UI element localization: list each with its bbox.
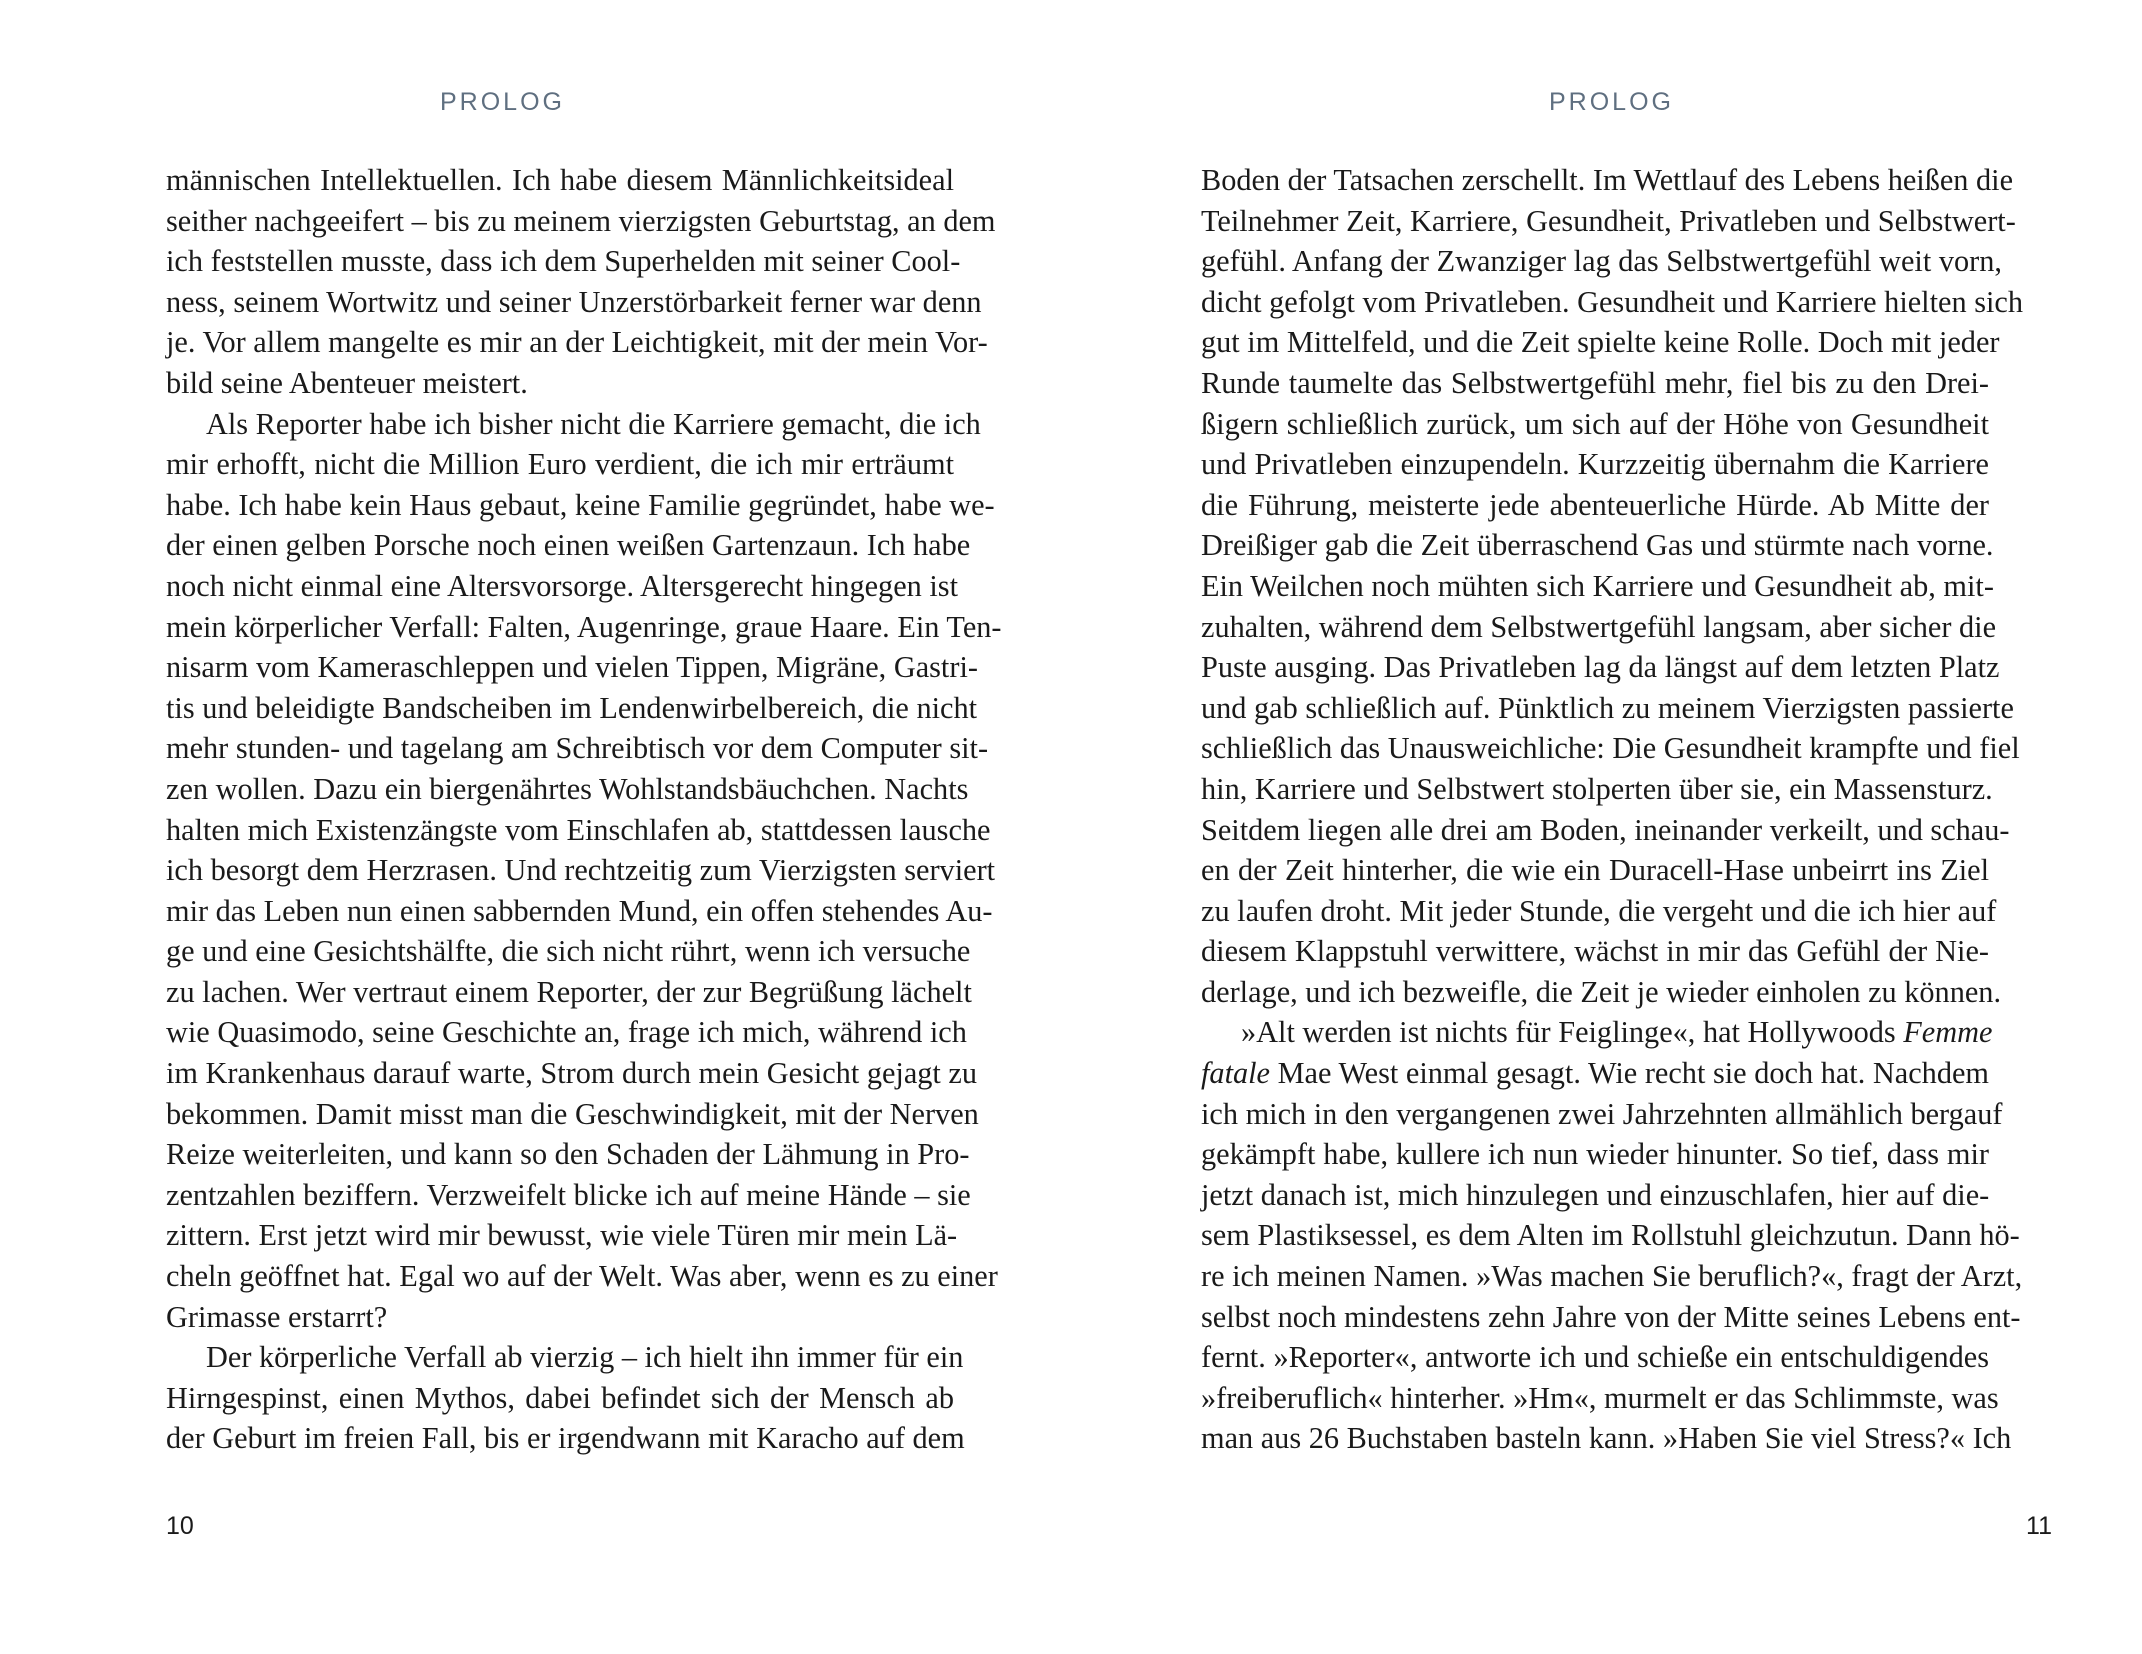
- text-line: gefühl. Anfang der Zwanziger lag das Selbstwertgefühl weit vorn,: [1201, 244, 2002, 279]
- text-line: fatale Mae West einmal gesagt. Wie recht sie doch hat. Nachdem: [1201, 1056, 1989, 1091]
- text-line: bild seine Abenteuer meistert.: [166, 365, 528, 400]
- text-line: Runde taumelte das Selbstwertgefühl mehr, fiel bis zu den Drei-: [1201, 365, 1989, 400]
- text-line: en der Zeit hinterher, die wie ein Duracell-Hase unbeirrt ins Ziel: [1201, 853, 1989, 888]
- text-line: tis und beleidigte Bandscheiben im Lendenwirbelbereich, die nicht: [166, 690, 978, 725]
- text-line: schließlich das Unausweichliche: Die Gesundheit krampfte und fiel: [1201, 731, 2020, 766]
- text-line: bekommen. Damit misst man die Geschwindigkeit, mit der Nerven: [166, 1096, 979, 1131]
- text-line: gekämpft habe, kullere ich nun wieder hinunter. So tief, dass mir: [1201, 1137, 1989, 1172]
- body-text: [1201, 160, 2023, 1459]
- text-line: sem Plastiksessel, es dem Alten im Rollstuhl gleichzutun. Dann hö-: [1201, 1218, 2020, 1253]
- text-line: mehr stunden- und tagelang am Schreibtisch vor dem Computer sit-: [166, 731, 989, 766]
- text-line: Dreißiger gab die Zeit überraschend Gas und stürmte nach vorne.: [1201, 528, 1994, 563]
- text-line: cheln geöffnet hat. Egal wo auf der Welt. Was aber, wenn es zu einer: [166, 1259, 998, 1294]
- text-line: zen wollen. Dazu ein biergenährtes Wohlstandsbäuchchen. Nachts: [166, 771, 969, 806]
- text-line: jetzt danach ist, mich hinzulegen und einzuschlafen, hier auf die-: [1201, 1177, 1990, 1212]
- text-line: männischen Intellektuellen. Ich habe diesem Männlichkeitsideal: [166, 163, 954, 197]
- text-line: Als Reporter habe ich bisher nicht die Karriere gemacht, die ich: [206, 406, 981, 441]
- text-line: der Geburt im freien Fall, bis er irgendwann mit Karacho auf dem: [166, 1421, 965, 1456]
- text-line: wie Quasimodo, seine Geschichte an, frage ich mich, während ich: [166, 1015, 967, 1050]
- right-page: [1071, 0, 2142, 1654]
- text-line: dicht gefolgt vom Privatleben. Gesundheit und Karriere hielten sich: [1201, 284, 2023, 319]
- text-line: habe. Ich habe kein Haus gebaut, keine Familie gegründet, habe we-: [166, 487, 995, 522]
- text-line: Reize weiterleiten, und kann so den Schaden der Lähmung in Pro-: [166, 1137, 970, 1172]
- text-line: ßigern schließlich zurück, um sich auf der Höhe von Gesundheit: [1201, 406, 1989, 441]
- text-line: derlage, und ich bezweifle, die Zeit je wieder einholen zu können.: [1201, 974, 2002, 1009]
- text-line: Boden der Tatsachen zerschellt. Im Wettlauf des Lebens heißen die: [1201, 163, 2014, 197]
- text-line: zu lachen. Wer vertraut einem Reporter, der zur Begrüßung lächelt: [166, 974, 972, 1009]
- text-line: mein körperlicher Verfall: Falten, Augenringe, graue Haare. Ein Ten-: [166, 609, 1002, 644]
- text-line: Grimasse erstarrt?: [166, 1299, 388, 1334]
- page-number: 10: [166, 1512, 194, 1540]
- text-line: re ich meinen Namen. »Was machen Sie beruflich?«, fragt der Arzt,: [1201, 1259, 2023, 1294]
- text-line: diesem Klappstuhl verwittere, wächst in mir das Gefühl der Nie-: [1201, 934, 1989, 969]
- text-line: die Führung, meisterte jede abenteuerliche Hürde. Ab Mitte der: [1201, 487, 1989, 522]
- text-line: der einen gelben Porsche noch einen weißen Gartenzaun. Ich habe: [166, 528, 971, 563]
- text-line: »freiberuflich« hinterher. »Hm«, murmelt er das Schlimmste, was: [1201, 1380, 1999, 1415]
- text-line: ich besorgt dem Herzrasen. Und rechtzeitig zum Vierzigsten serviert: [166, 853, 996, 888]
- text-line: Puste ausging. Das Privatleben lag da längst auf dem letzten Platz: [1201, 650, 2000, 685]
- text-line: und gab schließlich auf. Pünktlich zu meinem Vierzigsten passierte: [1201, 690, 2014, 725]
- text-line: hin, Karriere und Selbstwert stolperten über sie, ein Massensturz.: [1201, 771, 1993, 806]
- page-number: 11: [2026, 1512, 2052, 1540]
- text-line: zittern. Erst jetzt wird mir bewusst, wie viele Türen mir mein Lä-: [166, 1218, 958, 1253]
- text-line: halten mich Existenzängste vom Einschlafen ab, stattdessen lausche: [166, 812, 991, 847]
- text-line: Der körperliche Verfall ab vierzig – ich hielt ihn immer für ein: [206, 1340, 964, 1375]
- text-line: zuhalten, während dem Selbstwertgefühl langsam, aber sicher die: [1201, 609, 1997, 644]
- text-line: seither nachgeeifert – bis zu meinem vierzigsten Geburtstag, an dem: [166, 203, 996, 238]
- text-line: ich mich in den vergangenen zwei Jahrzehnten allmählich bergauf: [1201, 1096, 2003, 1131]
- text-line: »Alt werden ist nichts für Feiglinge«, hat Hollywoods Femme: [1241, 1015, 1993, 1050]
- text-line: und Privatleben einzupendeln. Kurzzeitig übernahm die Karriere: [1201, 447, 1989, 482]
- text-line: ge und eine Gesichtshälfte, die sich nicht rührt, wenn ich versuche: [166, 934, 971, 969]
- text-line: Seitdem liegen alle drei am Boden, ineinander verkeilt, und schau-: [1201, 812, 2010, 847]
- text-line: selbst noch mindestens zehn Jahre von der Mitte seines Lebens ent-: [1201, 1299, 2021, 1334]
- text-line: je. Vor allem mangelte es mir an der Leichtigkeit, mit der mein Vor-: [166, 325, 988, 360]
- text-line: nisarm vom Kameraschleppen und vielen Tippen, Migräne, Gastri-: [166, 650, 978, 685]
- text-line: zu laufen droht. Mit jeder Stunde, die vergeht und die ich hier auf: [1201, 893, 1997, 928]
- text-line: Hirngespinst, einen Mythos, dabei befindet sich der Mensch ab: [166, 1380, 954, 1415]
- text-line: fernt. »Reporter«, antworte ich und schieße ein entschuldigendes: [1201, 1340, 1989, 1375]
- text-line: Teilnehmer Zeit, Karriere, Gesundheit, Privatleben und Selbstwert-: [1201, 203, 2016, 238]
- text-line: im Krankenhaus darauf warte, Strom durch mein Gesicht gejagt zu: [166, 1056, 978, 1091]
- running-head: PROLOG: [440, 88, 565, 116]
- text-line: Ein Weilchen noch mühten sich Karriere und Gesundheit ab, mit-: [1201, 568, 1994, 603]
- body-text: [166, 160, 1002, 1459]
- text-line: mir erhofft, nicht die Million Euro verdient, die ich mir erträumt: [166, 447, 954, 482]
- text-line: man aus 26 Buchstaben basteln kann. »Haben Sie viel Stress?« Ich: [1201, 1421, 2012, 1456]
- text-line: gut im Mittelfeld, und die Zeit spielte keine Rolle. Doch mit jeder: [1201, 325, 2000, 360]
- running-head: PROLOG: [1549, 88, 1674, 116]
- text-line: ich feststellen musste, dass ich dem Superhelden mit seiner Cool-: [166, 244, 961, 279]
- text-line: ness, seinem Wortwitz und seiner Unzerstörbarkeit ferner war denn: [166, 284, 982, 319]
- text-line: zentzahlen beziffern. Verzweifelt blicke ich auf meine Hände – sie: [166, 1177, 971, 1212]
- text-line: noch nicht einmal eine Altersvorsorge. Altersgerecht hingegen ist: [166, 568, 958, 603]
- text-line: mir das Leben nun einen sabbernden Mund, ein offen stehendes Au-: [166, 893, 993, 928]
